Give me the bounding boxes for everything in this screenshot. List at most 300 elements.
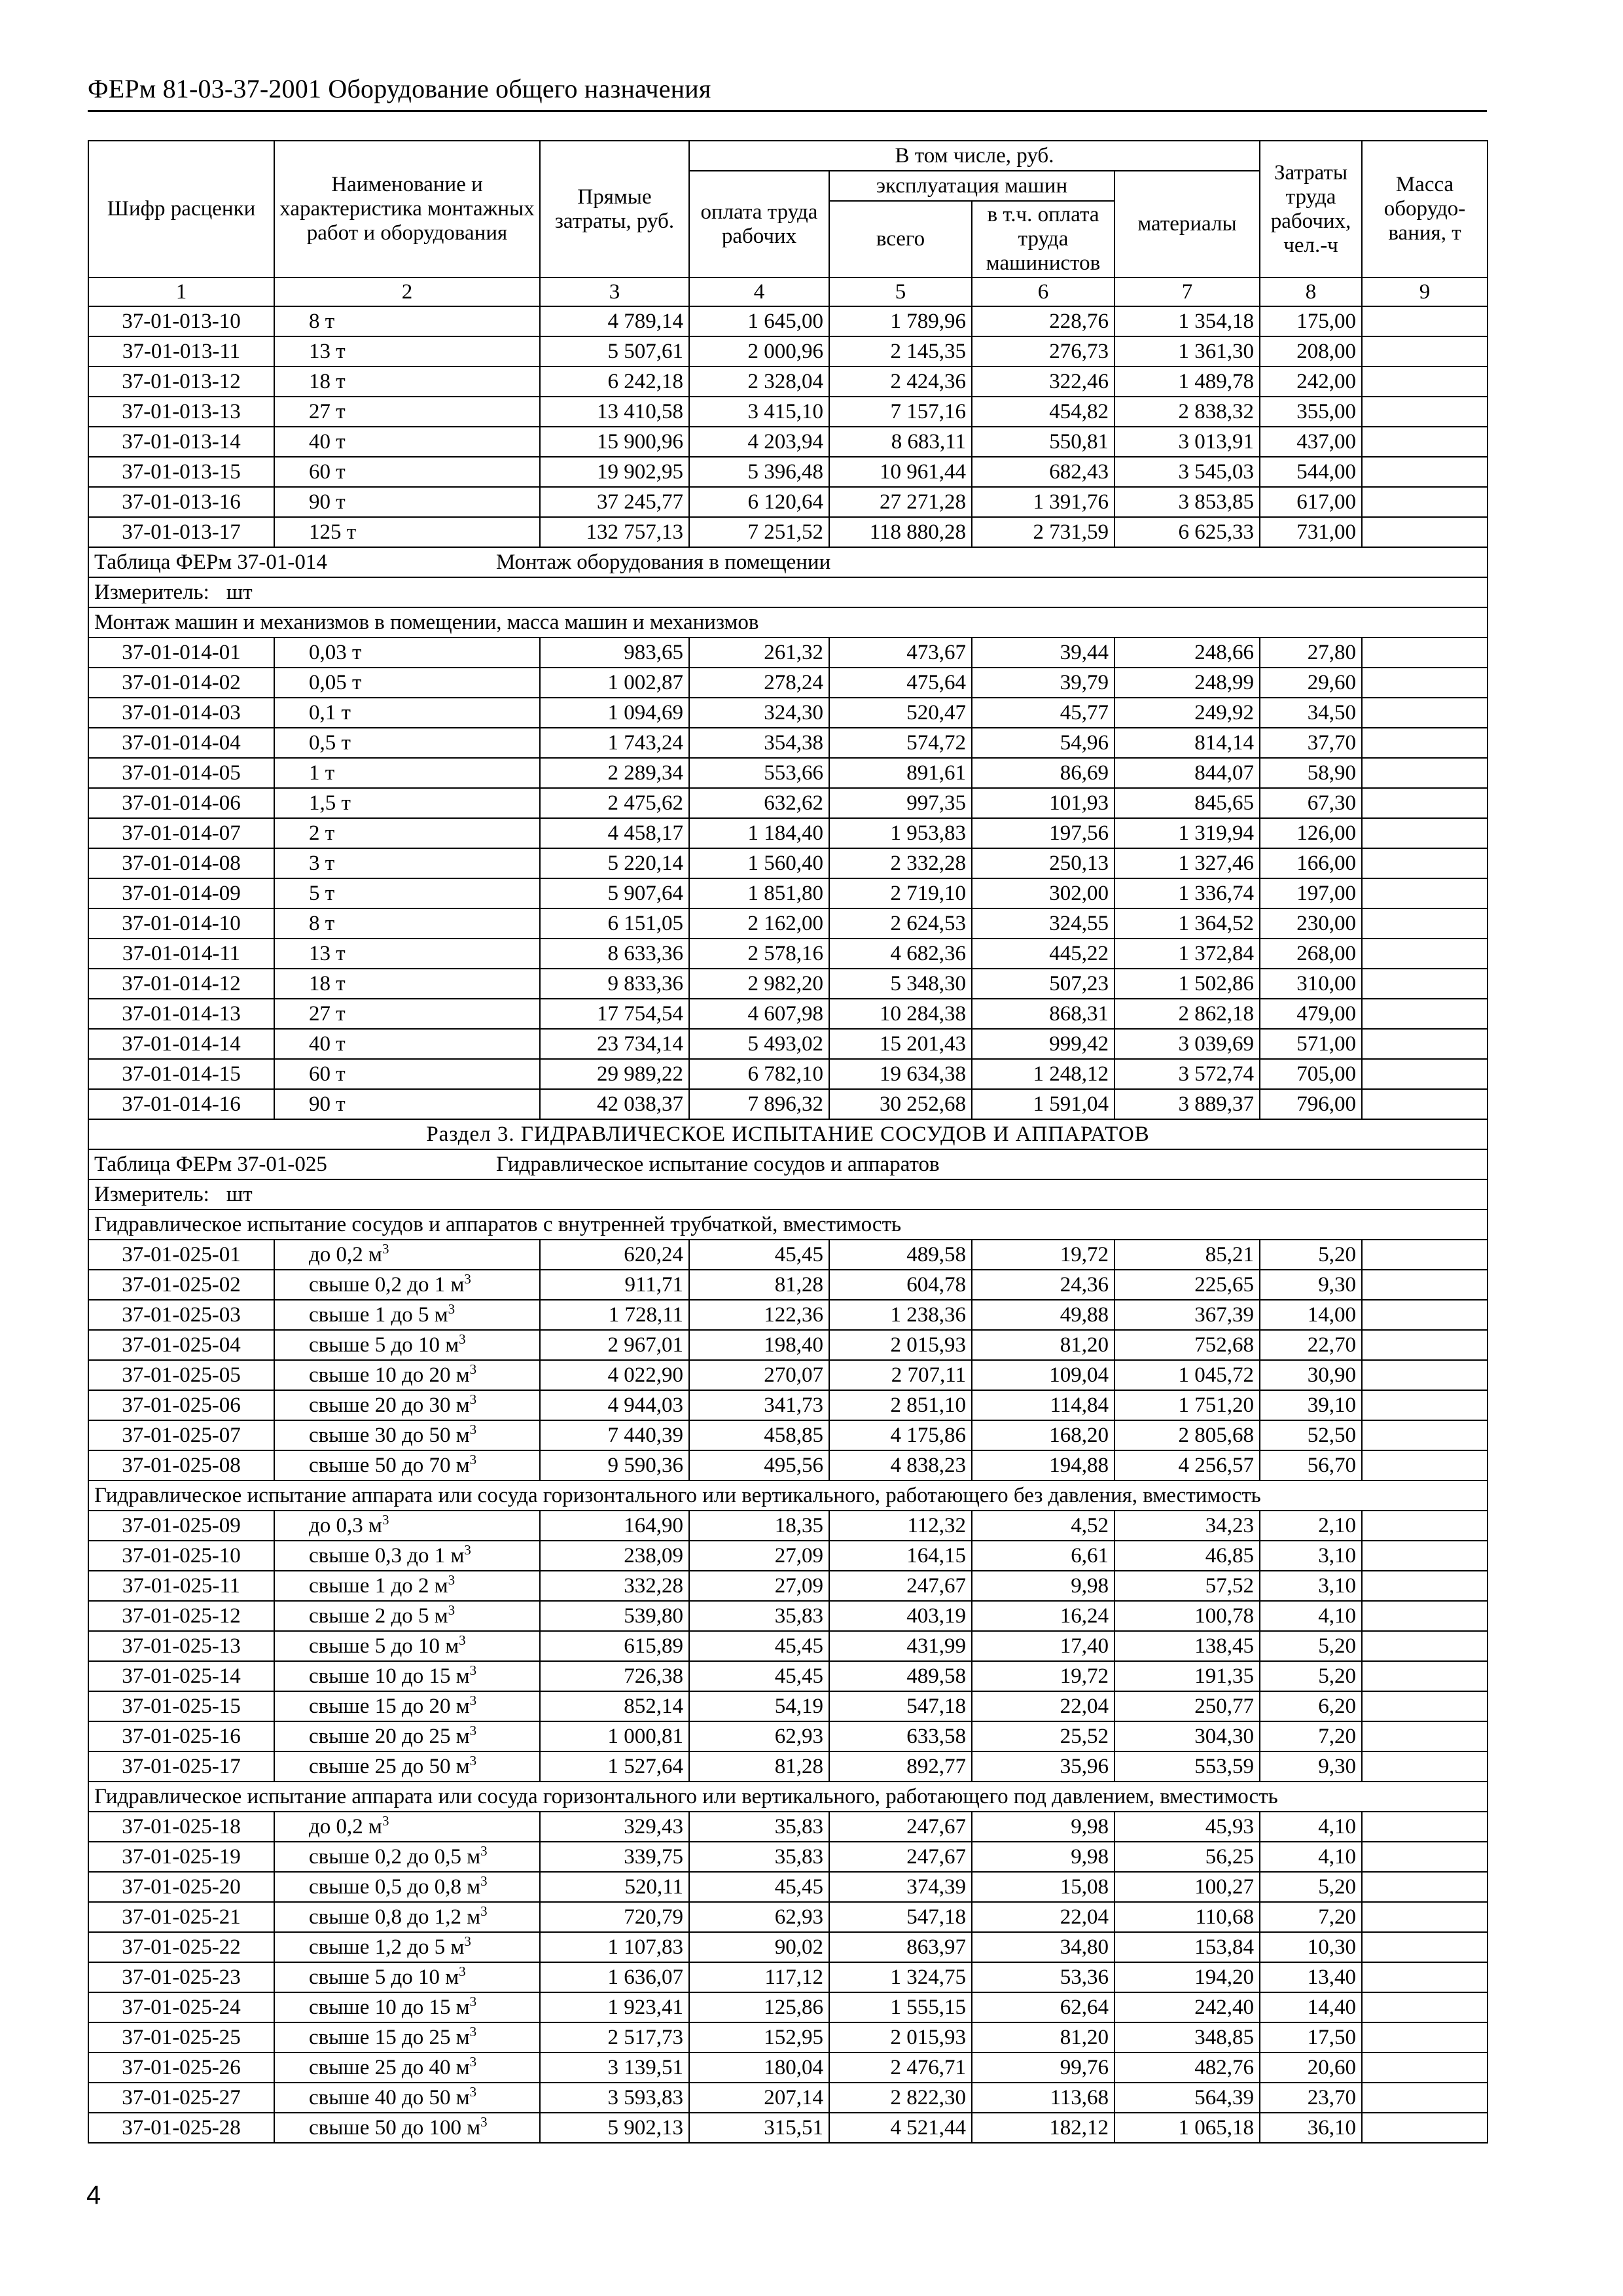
rate-code: 37-01-014-14	[88, 1029, 274, 1059]
work-name-text: свыше 0,2 до 0,5 м	[309, 1845, 481, 1869]
wages: 261,32	[689, 637, 829, 668]
materials: 242,40	[1115, 1992, 1260, 2022]
direct-cost: 4 789,14	[540, 306, 689, 336]
work-name	[274, 487, 540, 517]
work-name-text: свыше 25 до 40 м	[309, 2056, 470, 2079]
unit-exponent: 3	[469, 1753, 477, 1768]
rate-code: 37-01-014-15	[88, 1059, 274, 1089]
mass	[1362, 2083, 1488, 2113]
unit-exponent: 3	[480, 2114, 488, 2130]
wages: 4 203,94	[689, 427, 829, 457]
work-name-text: свыше 1,2 до 5 м	[309, 1935, 465, 1959]
labor: 27,80	[1260, 637, 1362, 668]
machines-total: 2 822,30	[829, 2083, 972, 2113]
mass	[1362, 939, 1488, 969]
unit-exponent: 3	[469, 1994, 477, 2009]
column-number: 4	[689, 278, 829, 306]
materials: 100,27	[1115, 1872, 1260, 1902]
table-code: Таблица ФЕРм 37-01-014	[94, 550, 327, 574]
table-row	[88, 1360, 1488, 1390]
measure-label: Измеритель:	[94, 1183, 209, 1206]
section-title: Раздел 3. ГИДРАВЛИЧЕСКОЕ ИСПЫТАНИЕ СОСУДОВ И АППАРАТОВ	[88, 1119, 1488, 1149]
wages: 180,04	[689, 2053, 829, 2083]
materials: 1 327,46	[1115, 848, 1260, 878]
mass	[1362, 1089, 1488, 1119]
table-row	[88, 1902, 1488, 1932]
machines-total: 27 271,28	[829, 487, 972, 517]
work-name	[274, 1240, 540, 1270]
work-name	[274, 1270, 540, 1300]
column-number: 1	[88, 278, 274, 306]
work-name	[274, 1902, 540, 1932]
materials: 564,39	[1115, 2083, 1260, 2113]
work-name	[274, 939, 540, 969]
wages: 45,45	[689, 1631, 829, 1661]
table-row	[88, 698, 1488, 728]
work-name	[274, 1511, 540, 1541]
work-name-text: 90 т	[309, 490, 346, 514]
table-row	[88, 1541, 1488, 1571]
direct-cost: 42 038,37	[540, 1089, 689, 1119]
materials: 1 502,86	[1115, 969, 1260, 999]
direct-cost: 539,80	[540, 1601, 689, 1631]
table-row	[88, 397, 1488, 427]
labor: 5,20	[1260, 1661, 1362, 1691]
mass	[1362, 2022, 1488, 2053]
direct-cost: 29 989,22	[540, 1059, 689, 1089]
direct-cost: 1 002,87	[540, 668, 689, 698]
mass	[1362, 517, 1488, 547]
wages: 4 607,98	[689, 999, 829, 1029]
direct-cost: 1 107,83	[540, 1932, 689, 1962]
machines-wages: 109,04	[972, 1360, 1115, 1390]
rate-code: 37-01-013-16	[88, 487, 274, 517]
measure-row	[88, 577, 1488, 607]
wages: 81,28	[689, 1270, 829, 1300]
work-name	[274, 1661, 540, 1691]
table-row	[88, 758, 1488, 788]
mass	[1362, 1992, 1488, 2022]
work-name-text: 40 т	[309, 1032, 346, 1056]
labor: 34,50	[1260, 698, 1362, 728]
work-name-text: 13 т	[309, 942, 346, 965]
machines-wages: 35,96	[972, 1751, 1115, 1782]
work-name	[274, 306, 540, 336]
work-name-text: 2 т	[309, 821, 335, 845]
header-rule	[88, 110, 1487, 112]
materials: 845,65	[1115, 788, 1260, 818]
mass	[1362, 1872, 1488, 1902]
work-name	[274, 1390, 540, 1420]
wages: 2 578,16	[689, 939, 829, 969]
wages: 1 184,40	[689, 818, 829, 848]
labor: 30,90	[1260, 1360, 1362, 1390]
direct-cost: 1 000,81	[540, 1721, 689, 1751]
col-header-code: Шифр расценки	[88, 141, 274, 278]
work-name-text: свыше 5 до 10 м	[309, 1965, 459, 1989]
rates-table	[88, 140, 1488, 2144]
machines-wages: 81,20	[972, 1330, 1115, 1360]
mass	[1362, 1029, 1488, 1059]
machines-total: 574,72	[829, 728, 972, 758]
mass	[1362, 1661, 1488, 1691]
rate-code: 37-01-025-17	[88, 1751, 274, 1782]
work-name	[274, 637, 540, 668]
table-code: Таблица ФЕРм 37-01-025	[94, 1153, 327, 1176]
rate-code: 37-01-025-16	[88, 1721, 274, 1751]
table-row	[88, 427, 1488, 457]
machines-total: 5 348,30	[829, 969, 972, 999]
machines-wages: 45,77	[972, 698, 1115, 728]
machines-wages: 322,46	[972, 367, 1115, 397]
wages: 35,83	[689, 1812, 829, 1842]
unit-exponent: 3	[382, 1813, 389, 1829]
machines-wages: 19,72	[972, 1661, 1115, 1691]
table-row	[88, 1390, 1488, 1420]
table-row	[88, 848, 1488, 878]
table-row	[88, 788, 1488, 818]
rate-code: 37-01-014-04	[88, 728, 274, 758]
materials: 153,84	[1115, 1932, 1260, 1962]
direct-cost: 238,09	[540, 1541, 689, 1571]
work-name	[274, 788, 540, 818]
col-header-labor: Затраты труда рабочих, чел.-ч	[1260, 141, 1362, 278]
unit-exponent: 3	[469, 1361, 477, 1377]
direct-cost: 1 094,69	[540, 698, 689, 728]
labor: 17,50	[1260, 2022, 1362, 2053]
materials: 3 039,69	[1115, 1029, 1260, 1059]
unit-exponent: 3	[469, 1662, 477, 1678]
work-name-text: свыше 30 до 50 м	[309, 1424, 470, 1447]
mass	[1362, 1812, 1488, 1842]
materials: 1 364,52	[1115, 908, 1260, 939]
rate-code: 37-01-025-04	[88, 1330, 274, 1360]
work-name-text: свыше 1 до 2 м	[309, 1574, 448, 1598]
mass	[1362, 818, 1488, 848]
machines-total: 892,77	[829, 1751, 972, 1782]
rate-code: 37-01-014-07	[88, 818, 274, 848]
rate-code: 37-01-025-08	[88, 1450, 274, 1480]
direct-cost: 2 517,73	[540, 2022, 689, 2053]
mass	[1362, 728, 1488, 758]
table-row	[88, 1812, 1488, 1842]
wages: 632,62	[689, 788, 829, 818]
materials: 34,23	[1115, 1511, 1260, 1541]
machines-total: 19 634,38	[829, 1059, 972, 1089]
wages: 278,24	[689, 668, 829, 698]
wages: 5 493,02	[689, 1029, 829, 1059]
mass	[1362, 908, 1488, 939]
unit-exponent: 3	[469, 1452, 477, 1467]
machines-total: 247,67	[829, 1812, 972, 1842]
rate-code: 37-01-025-19	[88, 1842, 274, 1872]
mass	[1362, 1390, 1488, 1420]
materials: 2 862,18	[1115, 999, 1260, 1029]
table-row	[88, 818, 1488, 848]
labor: 4,10	[1260, 1842, 1362, 1872]
wages: 35,83	[689, 1842, 829, 1872]
work-name	[274, 818, 540, 848]
rate-code: 37-01-025-07	[88, 1420, 274, 1450]
direct-cost: 911,71	[540, 1270, 689, 1300]
col-header-name: Наименование и характеристика монтажных работ и оборудования	[274, 141, 540, 278]
table-body	[88, 306, 1488, 2143]
mass	[1362, 848, 1488, 878]
direct-cost: 3 593,83	[540, 2083, 689, 2113]
rate-code: 37-01-025-23	[88, 1962, 274, 1992]
direct-cost: 726,38	[540, 1661, 689, 1691]
table-row	[88, 1511, 1488, 1541]
work-name-text: свыше 0,8 до 1,2 м	[309, 1905, 481, 1929]
direct-cost: 5 507,61	[540, 336, 689, 367]
direct-cost: 852,14	[540, 1691, 689, 1721]
materials: 1 336,74	[1115, 878, 1260, 908]
machines-wages: 507,23	[972, 969, 1115, 999]
wages: 81,28	[689, 1751, 829, 1782]
mass	[1362, 788, 1488, 818]
work-name-text: свыше 15 до 20 м	[309, 1695, 470, 1718]
unit-exponent: 3	[448, 1572, 455, 1588]
rate-code: 37-01-025-22	[88, 1932, 274, 1962]
direct-cost: 520,11	[540, 1872, 689, 1902]
work-name	[274, 969, 540, 999]
machines-wages: 324,55	[972, 908, 1115, 939]
materials: 3 853,85	[1115, 487, 1260, 517]
work-name	[274, 427, 540, 457]
materials: 1 319,94	[1115, 818, 1260, 848]
wages: 54,19	[689, 1691, 829, 1721]
rate-code: 37-01-025-13	[88, 1631, 274, 1661]
col-header-materials: материалы	[1115, 171, 1260, 278]
unit-exponent: 3	[459, 1964, 466, 1979]
direct-cost: 620,24	[540, 1240, 689, 1270]
materials: 249,92	[1115, 698, 1260, 728]
direct-cost: 3 139,51	[540, 2053, 689, 2083]
mass	[1362, 1842, 1488, 1872]
mass	[1362, 1270, 1488, 1300]
machines-total: 891,61	[829, 758, 972, 788]
work-name-text: 0,03 т	[309, 641, 362, 664]
work-name	[274, 457, 540, 487]
work-name-text: свыше 0,3 до 1 м	[309, 1544, 465, 1568]
wages: 6 120,64	[689, 487, 829, 517]
machines-total: 547,18	[829, 1902, 972, 1932]
labor: 2,10	[1260, 1511, 1362, 1541]
machines-wages: 2 731,59	[972, 517, 1115, 547]
machines-wages: 454,82	[972, 397, 1115, 427]
direct-cost: 1 636,07	[540, 1962, 689, 1992]
table-row	[88, 1029, 1488, 1059]
machines-total: 2 332,28	[829, 848, 972, 878]
materials: 248,66	[1115, 637, 1260, 668]
mass	[1362, 397, 1488, 427]
measure-unit: шт	[226, 1183, 253, 1206]
machines-total: 4 175,86	[829, 1420, 972, 1450]
rate-code: 37-01-014-10	[88, 908, 274, 939]
materials: 1 065,18	[1115, 2113, 1260, 2143]
materials: 225,65	[1115, 1270, 1260, 1300]
work-name	[274, 698, 540, 728]
wages: 27,09	[689, 1571, 829, 1601]
labor: 5,20	[1260, 1240, 1362, 1270]
work-name	[274, 848, 540, 878]
machines-total: 247,67	[829, 1571, 972, 1601]
table-row	[88, 1992, 1488, 2022]
labor: 355,00	[1260, 397, 1362, 427]
work-name	[274, 2053, 540, 2083]
work-name-text: свыше 20 до 30 м	[309, 1393, 470, 1417]
machines-wages: 194,88	[972, 1450, 1115, 1480]
direct-cost: 2 475,62	[540, 788, 689, 818]
column-number: 8	[1260, 278, 1362, 306]
work-name-text: свыше 50 до 100 м	[309, 2116, 481, 2140]
work-name	[274, 728, 540, 758]
direct-cost: 4 458,17	[540, 818, 689, 848]
column-number: 6	[972, 278, 1115, 306]
rate-code: 37-01-025-26	[88, 2053, 274, 2083]
machines-total: 15 201,43	[829, 1029, 972, 1059]
group-description: Монтаж машин и механизмов в помещении, масса машин и механизмов	[88, 607, 1488, 637]
labor: 29,60	[1260, 668, 1362, 698]
wages: 553,66	[689, 758, 829, 788]
materials: 6 625,33	[1115, 517, 1260, 547]
labor: 4,10	[1260, 1601, 1362, 1631]
mass	[1362, 2053, 1488, 2083]
wages: 315,51	[689, 2113, 829, 2143]
machines-wages: 81,20	[972, 2022, 1115, 2053]
work-name	[274, 517, 540, 547]
rate-code: 37-01-014-16	[88, 1089, 274, 1119]
document-header-title: ФЕРм 81-03-37-2001 Оборудование общего назначения	[88, 74, 711, 103]
rate-code: 37-01-025-18	[88, 1812, 274, 1842]
labor: 208,00	[1260, 336, 1362, 367]
unit-exponent: 3	[480, 1843, 488, 1859]
direct-cost: 13 410,58	[540, 397, 689, 427]
direct-cost: 37 245,77	[540, 487, 689, 517]
direct-cost: 1 923,41	[540, 1992, 689, 2022]
rate-code: 37-01-025-20	[88, 1872, 274, 1902]
table-row	[88, 728, 1488, 758]
direct-cost: 4 022,90	[540, 1360, 689, 1390]
machines-total: 7 157,16	[829, 397, 972, 427]
table-row	[88, 487, 1488, 517]
work-name	[274, 1541, 540, 1571]
labor: 230,00	[1260, 908, 1362, 939]
col-header-direct: Прямые затраты, руб.	[540, 141, 689, 278]
table-row	[88, 1872, 1488, 1902]
column-number: 3	[540, 278, 689, 306]
rate-code: 37-01-025-06	[88, 1390, 274, 1420]
unit-exponent: 3	[469, 1422, 477, 1437]
machines-total: 2 719,10	[829, 878, 972, 908]
work-name-text: свыше 25 до 50 м	[309, 1755, 470, 1778]
labor: 3,10	[1260, 1541, 1362, 1571]
machines-wages: 22,04	[972, 1691, 1115, 1721]
direct-cost: 19 902,95	[540, 457, 689, 487]
labor: 3,10	[1260, 1571, 1362, 1601]
work-name	[274, 1932, 540, 1962]
mass	[1362, 1541, 1488, 1571]
rate-code: 37-01-025-14	[88, 1661, 274, 1691]
column-number-row	[88, 278, 1488, 306]
wages: 6 782,10	[689, 1059, 829, 1089]
direct-cost: 332,28	[540, 1571, 689, 1601]
machines-wages: 9,98	[972, 1812, 1115, 1842]
table-row	[88, 908, 1488, 939]
materials: 3 013,91	[1115, 427, 1260, 457]
labor: 479,00	[1260, 999, 1362, 1029]
work-name-text: 27 т	[309, 400, 346, 423]
direct-cost: 5 902,13	[540, 2113, 689, 2143]
work-name	[274, 1300, 540, 1330]
machines-wages: 101,93	[972, 788, 1115, 818]
work-name	[274, 668, 540, 698]
materials: 1 354,18	[1115, 306, 1260, 336]
work-name-text: 8 т	[309, 310, 335, 333]
direct-cost: 5 220,14	[540, 848, 689, 878]
unit-exponent: 3	[480, 1873, 488, 1889]
col-header-machines: эксплуатация машин	[829, 171, 1115, 201]
wages: 152,95	[689, 2022, 829, 2053]
unit-exponent: 3	[382, 1512, 389, 1528]
rate-code: 37-01-025-25	[88, 2022, 274, 2053]
machines-total: 374,39	[829, 1872, 972, 1902]
machines-total: 1 324,75	[829, 1962, 972, 1992]
wages: 125,86	[689, 1992, 829, 2022]
machines-total: 2 707,11	[829, 1360, 972, 1390]
table-row	[88, 1059, 1488, 1089]
unit-exponent: 3	[469, 1391, 477, 1407]
wages: 341,73	[689, 1390, 829, 1420]
machines-wages: 276,73	[972, 336, 1115, 367]
machines-wages: 17,40	[972, 1631, 1115, 1661]
mass	[1362, 306, 1488, 336]
table-row	[88, 2113, 1488, 2143]
work-name-text: до 0,3 м	[309, 1514, 382, 1537]
wages: 207,14	[689, 2083, 829, 2113]
machines-wages: 197,56	[972, 818, 1115, 848]
col-header-wages: оплата труда рабочих	[689, 171, 829, 278]
labor: 5,20	[1260, 1872, 1362, 1902]
rate-code: 37-01-014-05	[88, 758, 274, 788]
unit-exponent: 3	[459, 1632, 466, 1648]
labor: 571,00	[1260, 1029, 1362, 1059]
wages: 324,30	[689, 698, 829, 728]
rate-code: 37-01-014-01	[88, 637, 274, 668]
wages: 90,02	[689, 1932, 829, 1962]
rate-code: 37-01-025-10	[88, 1541, 274, 1571]
column-number: 7	[1115, 278, 1260, 306]
table-title-row	[88, 547, 1488, 577]
group-description: Гидравлическое испытание аппарата или сосуда горизонтального или вертикального, работающего под давлением, вместимость	[88, 1782, 1488, 1812]
mass	[1362, 637, 1488, 668]
direct-cost: 720,79	[540, 1902, 689, 1932]
work-name-text: 90 т	[309, 1092, 346, 1116]
labor: 37,70	[1260, 728, 1362, 758]
work-name	[274, 1751, 540, 1782]
labor: 5,20	[1260, 1631, 1362, 1661]
mass	[1362, 1059, 1488, 1089]
labor: 39,10	[1260, 1390, 1362, 1420]
work-name	[274, 1631, 540, 1661]
work-name	[274, 2113, 540, 2143]
work-name	[274, 999, 540, 1029]
work-name	[274, 1029, 540, 1059]
rate-code: 37-01-025-05	[88, 1360, 274, 1390]
column-number: 9	[1362, 278, 1488, 306]
rate-code: 37-01-025-21	[88, 1902, 274, 1932]
direct-cost: 5 907,64	[540, 878, 689, 908]
